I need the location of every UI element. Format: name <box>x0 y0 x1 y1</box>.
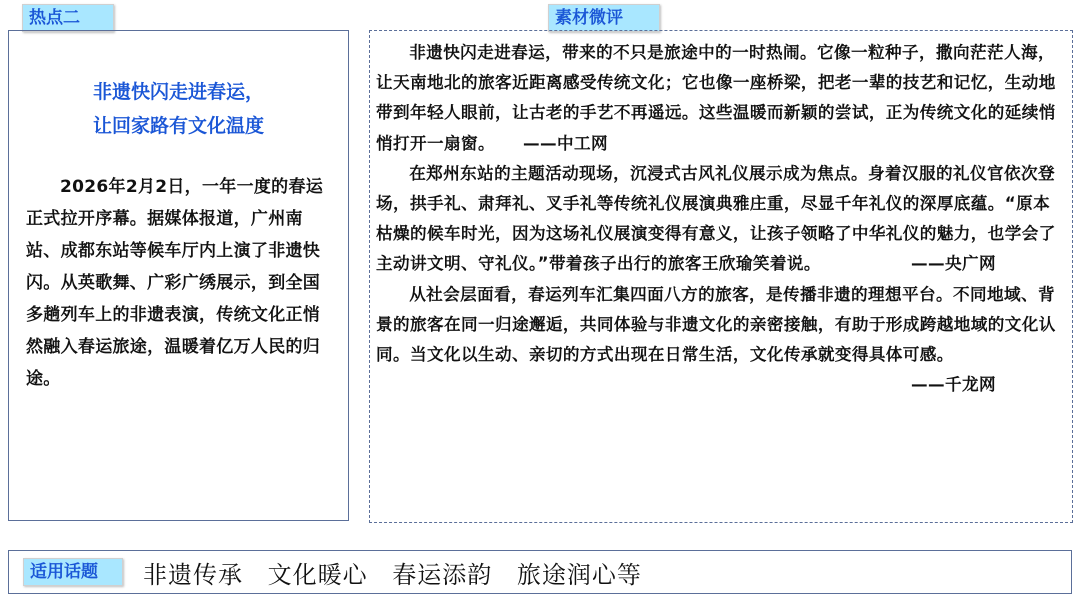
topics-bar <box>8 550 1072 594</box>
comment-text: 在郑州东站的主题活动现场，沉浸式古风礼仪展示成为焦点。身着汉服的礼仪官依次登场，拱手礼、肃拜礼、叉手礼等传统礼仪展演典雅庄重，尽显千年礼仪的深厚底蕴。“原本枯燥的候车时光，因为这场礼仪展演变得有意义，让孩子领略了中华礼仪的魅力，也学会了主动讲文明、守礼仪。”带着孩子出行的旅客王欣瑜笑着说。 <box>376 163 1056 274</box>
topic-item: 旅途润心等 <box>516 560 642 589</box>
comment-text: 非遗快闪走进春运，带来的不只是旅途中的一时热闹。它像一粒种子，撒向茫茫人海，让天南地北的旅客近距离感受传统文化；它也像一座桥梁，把老一辈的技艺和记忆，生动地带到年轻人眼前，让古老的手艺不再遥远。这些温暖而新颖的尝试，正为传统文化的延续悄悄打开一扇窗。 <box>376 43 1056 153</box>
comment-paragraph <box>370 280 1072 395</box>
topic-item: 春运添韵 <box>392 560 493 589</box>
topic-item: 非遗传承 <box>143 560 243 589</box>
topics-list <box>143 555 658 590</box>
section-tag-hot: 热点二 <box>22 4 114 32</box>
topic-item: 文化暖心 <box>267 560 368 589</box>
comment-text: 从社会层面看，春运列车汇集四面八方的旅客，是传播非遗的理想平台。不同地域、背景的旅客在同一归途邂逅，共同体验与非遗文化的亲密接触，有助于形成跨越地域的文化认同。当文化以生动、亲切的方式出现在日常生活，文化传承就变得具体可感。 <box>376 284 1056 365</box>
news-title <box>9 75 348 143</box>
comment-paragraph <box>370 38 1072 159</box>
news-title-line1: 非遗快闪走进春运， <box>92 81 264 103</box>
comment-source: ——中工网 <box>522 133 608 153</box>
news-title-line2: 让回家路有文化温度 <box>92 115 264 137</box>
comment-panel <box>369 30 1073 523</box>
comment-paragraph <box>370 159 1072 280</box>
section-tag-comment: 素材微评 <box>548 4 660 32</box>
comment-source: ——央广网 <box>911 254 996 274</box>
comment-source: ——千龙网 <box>911 375 996 395</box>
news-body: 2026年2月2日，一年一度的春运正式拉开序幕。据媒体报道，广州南站、成都东站等候车厅内上演了非遗快闪。从英歌舞、广彩广绣展示，到全国多趟列车上的非遗表演，传统文化正悄然融入春运旅途，温暖着亿万人民的归途。 <box>26 177 324 389</box>
section-tag-topics: 适用话题 <box>23 558 123 586</box>
news-panel <box>8 30 349 521</box>
